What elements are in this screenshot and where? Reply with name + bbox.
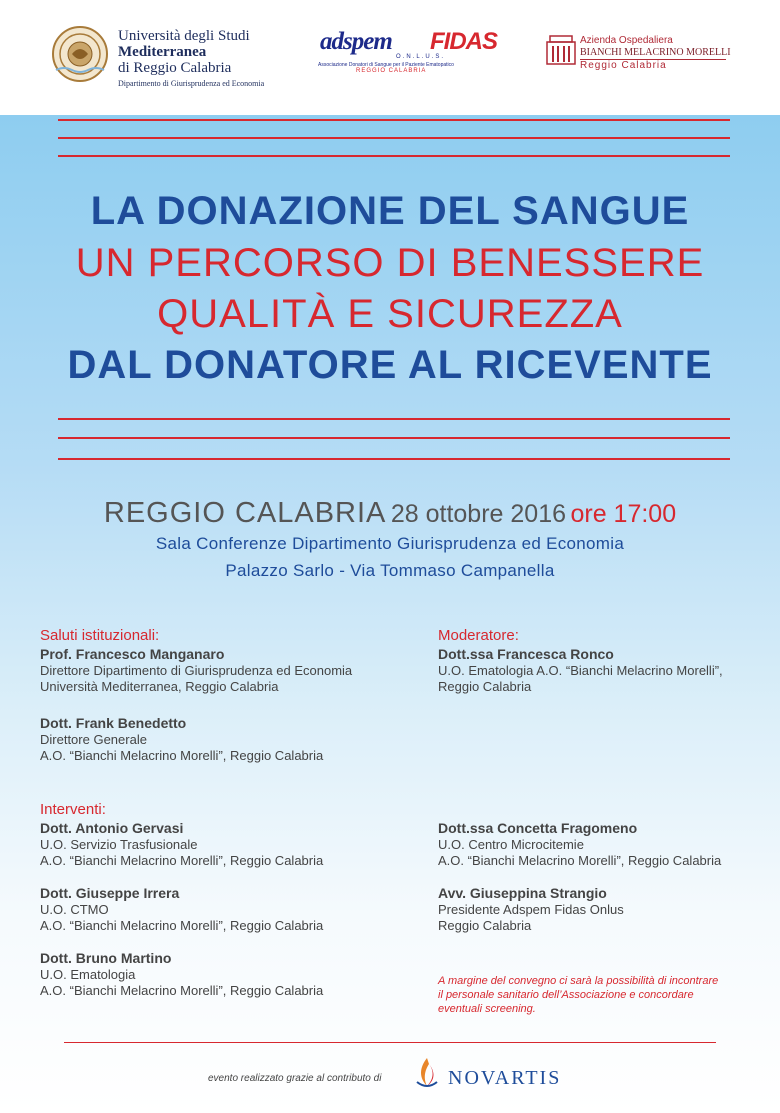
speaker-role: Presidente Adspem Fidas Onlus: [438, 902, 624, 917]
speaker-role: U.O. CTMO: [40, 902, 109, 917]
hospital-logo: [546, 34, 736, 74]
unime-line4: Dipartimento di Giurisprudenza ed Economia: [118, 79, 265, 88]
speaker-name: Dott. Antonio Gervasi: [40, 820, 184, 836]
speaker-name: Prof. Francesco Manganaro: [40, 646, 225, 662]
speaker-affiliation: A.O. “Bianchi Melacrino Morelli”, Reggio Calabria: [40, 983, 324, 998]
unime-line2: Mediterranea: [118, 44, 207, 60]
title-line4: DAL DONATORE AL RICEVENTE: [67, 343, 713, 387]
title-line3: QUALITÀ E SICUREZZA: [157, 292, 623, 336]
footer-rule: [64, 1042, 716, 1043]
saluti-block: [40, 627, 352, 695]
speaker-affiliation: Reggio Calabria: [438, 918, 532, 933]
speaker-block: [40, 884, 323, 934]
event-time: ore 17:00: [570, 500, 677, 528]
title-line1: LA DONAZIONE DEL SANGUE: [90, 189, 690, 233]
speaker-role: Direttore Dipartimento di Giurisprudenza ed Economia: [40, 663, 353, 678]
fidas-brand: FIDAS: [430, 28, 497, 55]
sponsor-name: NOVARTIS: [448, 1067, 562, 1089]
note-line2: il personale sanitario dell’Associazione e concordare: [438, 989, 694, 1001]
event-date: 28 ottobre 2016: [390, 500, 567, 528]
speaker-affiliation: Università Mediterranea, Reggio Calabria: [40, 679, 279, 694]
speaker-role: Direttore Generale: [40, 732, 147, 747]
footer: [0, 1068, 780, 1098]
note-line1: A margine del convegno ci sarà la possibilità di incontrare: [438, 975, 719, 987]
moderatore-label: Moderatore:: [438, 627, 519, 644]
event-venue2: Palazzo Sarlo - Via Tommaso Campanella: [225, 561, 555, 580]
speaker-affiliation: A.O. “Bianchi Melacrino Morelli”, Reggio Calabria: [40, 918, 324, 933]
speaker-affiliation: A.O. “Bianchi Melacrino Morelli”, Reggio Calabria: [40, 748, 324, 763]
speaker-name: Dott. Giuseppe Irrera: [40, 885, 180, 901]
unime-line1: Università degli Studi: [118, 28, 250, 44]
footer-text: evento realizzato grazie al contributo di: [208, 1073, 382, 1084]
interventi-block: [40, 801, 323, 869]
interventi-label: Interventi:: [40, 801, 106, 818]
unime-logo: [52, 24, 312, 86]
hospital-line3: Reggio Calabria: [580, 60, 667, 71]
speaker-affiliation: A.O. “Bianchi Melacrino Morelli”, Reggio Calabria: [40, 853, 324, 868]
title-line2: UN PERCORSO DI BENESSERE: [75, 241, 705, 285]
red-rule: [58, 119, 730, 121]
red-rule: [58, 155, 730, 157]
moderator-name: Dott.ssa Francesca Ronco: [438, 646, 614, 662]
novartis-flame-icon: [413, 1056, 441, 1090]
university-seal-icon: [52, 26, 108, 82]
speaker-block: [438, 884, 624, 934]
speaker-block: [40, 949, 323, 999]
event-city: REGGIO CALABRIA: [103, 497, 387, 529]
adspem-brand: adspem: [320, 28, 392, 55]
saluti-block-2: [40, 714, 323, 764]
speaker-role: U.O. Ematologia: [40, 967, 136, 982]
speaker-name: Dott. Frank Benedetto: [40, 715, 187, 731]
red-rule: [58, 137, 730, 139]
unime-line3: di Reggio Calabria: [118, 60, 232, 76]
adspem-logo: [318, 28, 497, 88]
speaker-name: Dott.ssa Concetta Fragomeno: [438, 820, 638, 836]
speaker-role: U.O. Servizio Trasfusionale: [40, 837, 198, 852]
speaker-block: [438, 819, 721, 869]
moderator-role: U.O. Ematologia A.O. “Bianchi Melacrino Morelli”,: [438, 663, 723, 678]
unime-text: [118, 28, 264, 90]
adspem-city: REGGIO CALABRIA: [356, 68, 427, 74]
hospital-line2: BIANCHI MELACRINO MORELLI: [580, 47, 731, 58]
event-when: [0, 497, 780, 530]
speaker-affiliation: A.O. “Bianchi Melacrino Morelli”, Reggio Calabria: [438, 853, 722, 868]
speaker-role: U.O. Centro Microcitemie: [438, 837, 584, 852]
saluti-label: Saluti istituzionali:: [40, 627, 160, 644]
moderator-city: Reggio Calabria: [438, 679, 532, 694]
note-line3: eventuali screening.: [438, 1003, 536, 1015]
red-rule: [58, 458, 730, 460]
hospital-building-icon: [546, 34, 576, 66]
hospital-line1: Azienda Ospedaliera: [580, 35, 673, 46]
side-note: [438, 974, 768, 1016]
adspem-onlus: O.N.L.U.S.: [396, 54, 446, 60]
speaker-name: Avv. Giuseppina Strangio: [438, 885, 607, 901]
red-rule: [58, 437, 730, 439]
adspem-association: Associazione Donatori di Sangue per il Paziente Ematopatico: [318, 62, 454, 68]
speaker-name: Dott. Bruno Martino: [40, 950, 172, 966]
event-venue1: Sala Conferenze Dipartimento Giurisprudenza ed Economia: [155, 534, 625, 553]
red-rule: [58, 418, 730, 420]
moderatore-block: [438, 627, 723, 695]
